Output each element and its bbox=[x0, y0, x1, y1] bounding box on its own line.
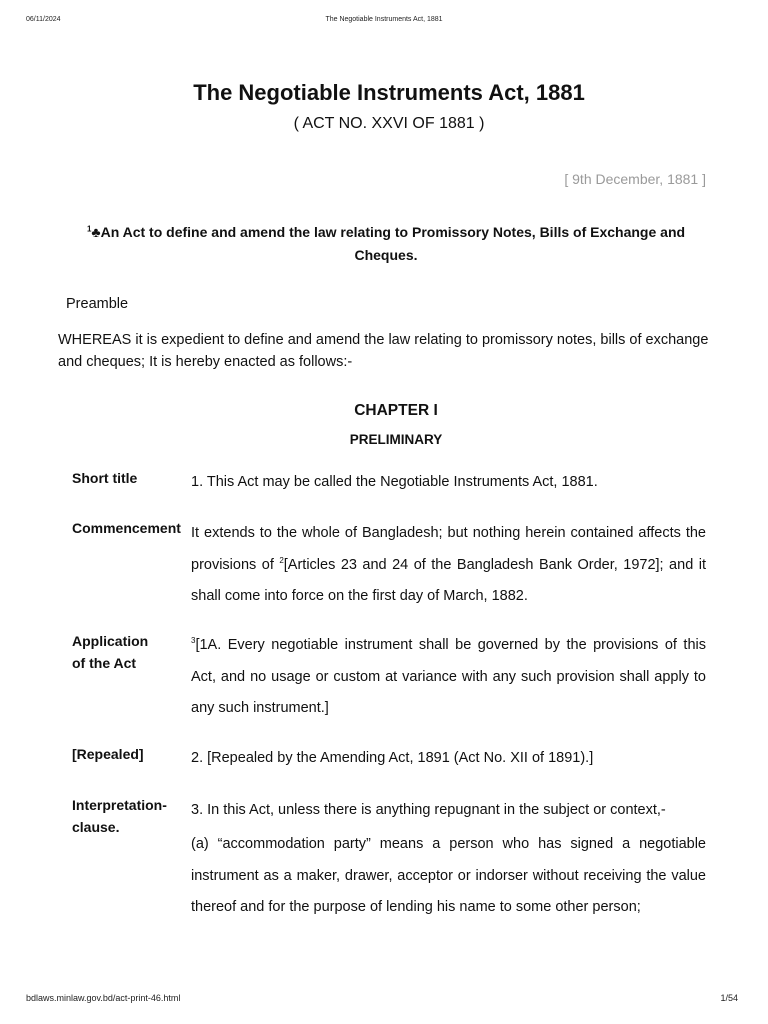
section-text-repealed: 2. [Repealed by the Amending Act, 1891 (Act No. XII of 1891).] bbox=[191, 750, 594, 766]
section-text-commencement bbox=[191, 518, 706, 613]
footnote-marker-3[interactable]: 3 bbox=[191, 636, 196, 646]
section-label-short-title: Short title bbox=[72, 470, 138, 486]
act-number: ( ACT NO. XXVI OF 1881 ) bbox=[293, 115, 485, 132]
application-text: [1A. Every negotiable instrument shall be governed by the provisions of this Act, and no usage or custom at variance with any such provision shall apply to any such instrument.] bbox=[191, 637, 706, 716]
section-label-commencement: Commencement bbox=[72, 520, 181, 536]
commencement-text-part1: It extends to the whole of Bangladesh; but nothing herein contained affects the provisions of bbox=[191, 525, 706, 573]
preamble-text: WHEREAS it is expedient to define and amend the law relating to promissory notes, bills of exchange and cheques; It is hereby enacted as follows:- bbox=[58, 332, 709, 370]
preamble-label: Preamble bbox=[66, 296, 129, 312]
page-number: 1/54 bbox=[720, 993, 738, 1003]
print-header bbox=[0, 16, 768, 28]
section-text-application bbox=[191, 630, 706, 725]
commencement-text-part2: [Articles 23 and 24 of the Bangladesh Bank Order, 1972]; and it shall come into force on the first day of March, 1882. bbox=[191, 556, 706, 604]
section-text-short-title: 1. This Act may be called the Negotiable Instruments Act, 1881. bbox=[191, 474, 598, 490]
section-text-interpretation: 3. In this Act, unless there is anything repugnant in the subject or context,- bbox=[191, 802, 666, 818]
clause-a-accommodation-party: (a) “accommodation party” means a person who has signed a negotiable instrument as a maker, drawer, acceptor or indorser without receiving the value thereof and for the purpose of lending his name to some other person; bbox=[191, 836, 706, 915]
section-label-application: Application of the Act bbox=[72, 633, 149, 671]
footnote-marker-2[interactable]: 2 bbox=[279, 555, 284, 565]
act-date: [ 9th December, 1881 ] bbox=[564, 171, 706, 187]
chapter-heading: CHAPTER I bbox=[354, 402, 438, 419]
chapter-title: PRELIMINARY bbox=[349, 432, 443, 447]
footnote-marker-1[interactable]: 1 bbox=[86, 224, 92, 234]
long-title-text: ♣An Act to define and amend the law relating to Promissory Notes, Bills of Exchange and Cheques. bbox=[91, 224, 686, 263]
act-title: The Negotiable Instruments Act, 1881 bbox=[193, 80, 585, 105]
print-url[interactable]: bdlaws.minlaw.gov.bd/act-print-46.html bbox=[26, 993, 181, 1003]
section-label-interpretation: Interpretation-clause. bbox=[72, 797, 167, 835]
print-date: 06/11/2024 bbox=[26, 16, 61, 23]
print-title: The Negotiable Instruments Act, 1881 bbox=[325, 16, 443, 23]
long-title bbox=[60, 221, 712, 267]
section-label-repealed: [Repealed] bbox=[72, 746, 144, 762]
